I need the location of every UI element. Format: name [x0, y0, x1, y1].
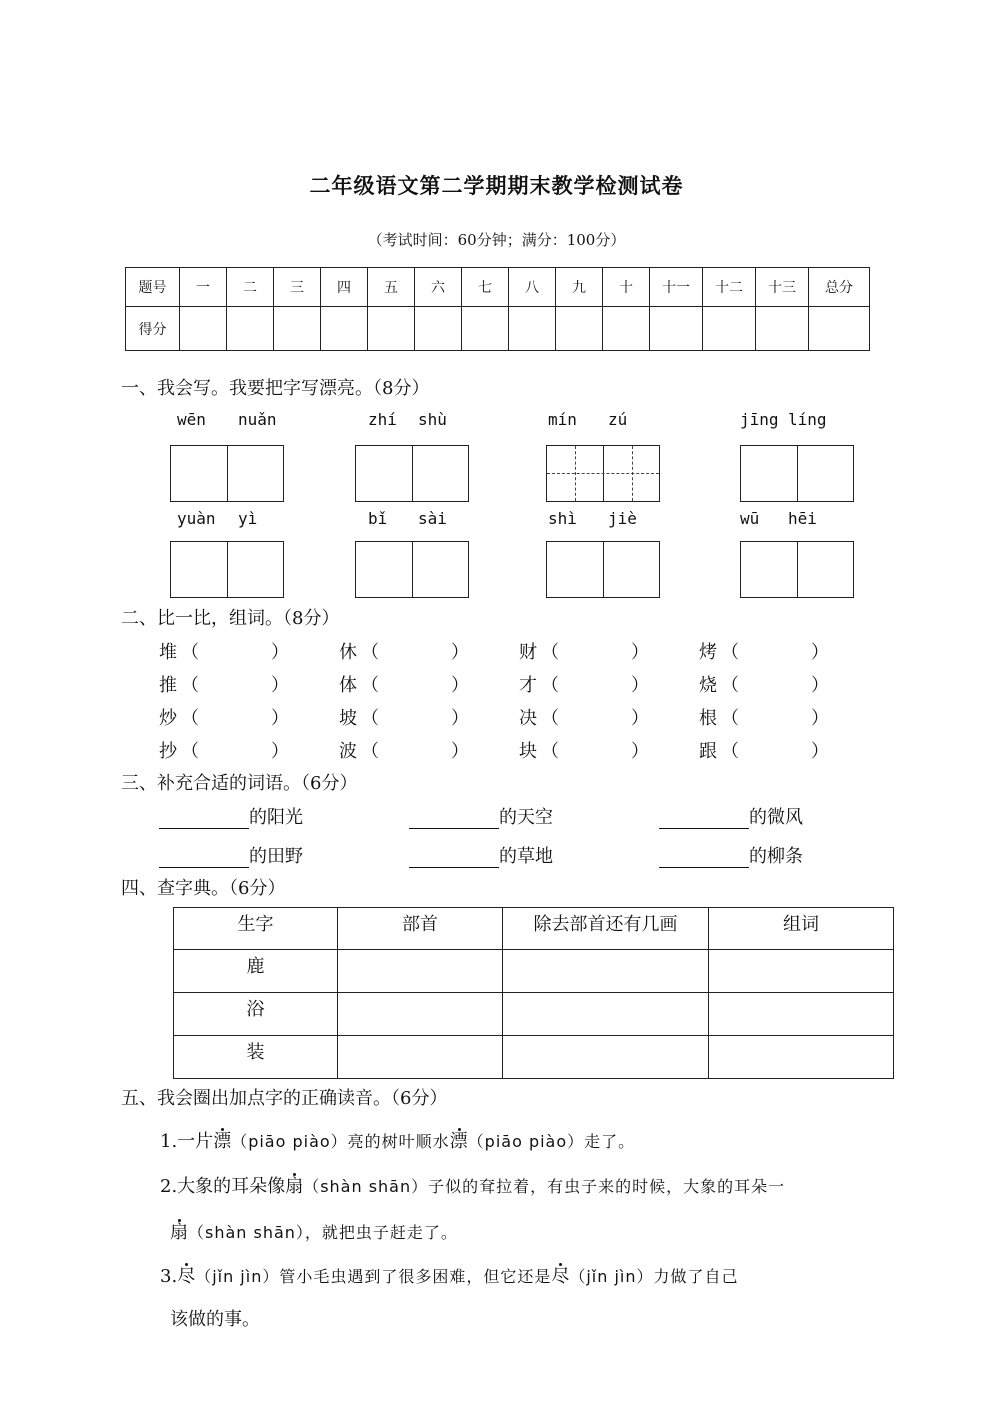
answer-blank[interactable]: [741, 673, 811, 695]
dict-cell[interactable]: [503, 950, 709, 993]
score-cell[interactable]: [556, 307, 603, 351]
section-5-heading: 五、我会圈出加点字的正确读音。（6分）: [121, 1088, 448, 1109]
fill-word-suffix: 的柳条: [749, 846, 803, 867]
answer-blank[interactable]: [381, 706, 451, 728]
dotted-char: 尽: [177, 1266, 196, 1287]
writing-box[interactable]: [740, 541, 854, 598]
open-paren: （: [181, 642, 199, 663]
fill-blank[interactable]: [409, 851, 499, 868]
fill-word-item: [409, 842, 553, 868]
pinyin: jīng: [740, 410, 779, 429]
score-header-cell: 七: [462, 268, 509, 307]
answer-blank[interactable]: [381, 673, 451, 695]
dict-cell[interactable]: [338, 1036, 503, 1079]
dotted-char: 漂: [449, 1131, 468, 1152]
dotted-char: 漂: [213, 1131, 232, 1152]
fill-word-suffix: 的田野: [249, 846, 303, 867]
pinyin: nuǎn: [238, 410, 277, 429]
writing-box[interactable]: [740, 445, 854, 502]
open-paren: （: [361, 741, 379, 762]
close-paren: ）: [811, 675, 829, 696]
score-cell[interactable]: [368, 307, 415, 351]
close-paren: ）: [271, 642, 289, 663]
score-row-label: 得分: [126, 307, 180, 351]
compare-char: 休: [339, 642, 357, 663]
open-paren: （: [361, 675, 379, 696]
close-paren: ）: [811, 708, 829, 729]
answer-blank[interactable]: [741, 706, 811, 728]
fill-blank[interactable]: [159, 812, 249, 829]
pinyin: shì: [548, 509, 577, 528]
score-cell[interactable]: [321, 307, 368, 351]
score-cell[interactable]: [703, 307, 756, 351]
dict-cell[interactable]: [709, 1036, 894, 1079]
question-1: [160, 1127, 635, 1153]
score-table: [125, 267, 870, 351]
fill-word-item: [659, 803, 803, 829]
dict-cell[interactable]: [503, 1036, 709, 1079]
open-paren: （: [361, 708, 379, 729]
close-paren: ）: [631, 708, 649, 729]
pinyin: bǐ: [368, 509, 388, 528]
compare-char: 抄: [159, 741, 177, 762]
dict-cell[interactable]: [503, 993, 709, 1036]
pinyin: yì: [238, 509, 258, 528]
answer-blank[interactable]: [561, 739, 631, 761]
score-header-cell: 十: [603, 268, 650, 307]
dict-cell[interactable]: [709, 993, 894, 1036]
dictionary-table: [173, 907, 894, 1079]
open-paren: （: [541, 708, 559, 729]
open-paren: （: [721, 708, 739, 729]
dict-char: 浴: [174, 993, 338, 1036]
answer-blank[interactable]: [561, 640, 631, 662]
score-cell[interactable]: [756, 307, 809, 351]
dict-cell[interactable]: [709, 950, 894, 993]
pinyin: wēn: [177, 410, 206, 429]
open-paren: （: [721, 741, 739, 762]
fill-word-item: [159, 803, 303, 829]
open-paren: （: [541, 675, 559, 696]
score-header-cell: 三: [274, 268, 321, 307]
score-header-cell: 二: [227, 268, 274, 307]
fill-word-item: [409, 803, 553, 829]
compare-char: 波: [339, 741, 357, 762]
pinyin: hēi: [788, 509, 817, 528]
exam-info: （考试时间：60分钟；满分：100分）: [367, 231, 626, 249]
pinyin: zhí: [368, 410, 397, 429]
score-header-cell: 十三: [756, 268, 809, 307]
open-paren: （: [361, 642, 379, 663]
fill-word-suffix: 的天空: [499, 807, 553, 828]
compare-char: 跟: [699, 741, 717, 762]
compare-char: 根: [699, 708, 717, 729]
score-cell[interactable]: [274, 307, 321, 351]
dotted-char: 扇: [170, 1222, 188, 1243]
dict-header: 除去部首还有几画: [503, 908, 709, 950]
compare-char: 堆: [159, 642, 177, 663]
fill-word-item: [659, 842, 803, 868]
q1-text: 1.一片: [160, 1131, 214, 1152]
open-paren: （: [181, 741, 199, 762]
answer-blank[interactable]: [201, 640, 271, 662]
score-header-cell: 九: [556, 268, 603, 307]
close-paren: ）: [451, 708, 469, 729]
answer-blank[interactable]: [741, 739, 811, 761]
question-3: [160, 1262, 739, 1288]
close-paren: ）: [631, 642, 649, 663]
pinyin: shù: [418, 410, 447, 429]
score-cell[interactable]: [180, 307, 227, 351]
writing-box[interactable]: [170, 541, 284, 598]
pinyin: yuàn: [177, 509, 216, 528]
close-paren: ）: [271, 675, 289, 696]
fill-word-suffix: 的阳光: [249, 807, 303, 828]
answer-blank[interactable]: [201, 739, 271, 761]
writing-box[interactable]: [546, 541, 660, 598]
compare-char: 坡: [339, 708, 357, 729]
compare-char: 块: [519, 741, 537, 762]
score-header-cell: 十二: [703, 268, 756, 307]
dict-header: 生字: [174, 908, 338, 950]
writing-box[interactable]: [170, 445, 284, 502]
writing-box[interactable]: [546, 445, 660, 502]
compare-char: 烧: [699, 675, 717, 696]
section-3-heading: 三、补充合适的词语。（6分）: [121, 773, 358, 794]
score-cell[interactable]: [650, 307, 703, 351]
answer-blank[interactable]: [201, 706, 271, 728]
score-header-cell: 总分: [809, 268, 870, 307]
score-header-cell: 五: [368, 268, 415, 307]
score-header-cell: 一: [180, 268, 227, 307]
close-paren: ）: [271, 708, 289, 729]
q3-text: （jǐn jìn）管小毛虫遇到了很多困难，但它还是: [195, 1267, 552, 1286]
close-paren: ）: [631, 741, 649, 762]
q3-text: 3.: [160, 1266, 178, 1287]
score-header-label: 题号: [126, 268, 180, 307]
section-1-heading: 一、我会写。我要把字写漂亮。（8分）: [121, 378, 430, 399]
pinyin: jiè: [608, 509, 637, 528]
dotted-char: 尽: [551, 1266, 570, 1287]
score-cell[interactable]: [462, 307, 509, 351]
score-header-cell: 十一: [650, 268, 703, 307]
score-header-cell: 八: [509, 268, 556, 307]
score-cell[interactable]: [809, 307, 870, 351]
answer-blank[interactable]: [561, 706, 631, 728]
fill-word-suffix: 的微风: [749, 807, 803, 828]
score-cell[interactable]: [415, 307, 462, 351]
pinyin: sài: [418, 509, 447, 528]
dict-header: 部首: [338, 908, 503, 950]
score-header-cell: 四: [321, 268, 368, 307]
dict-char: 装: [174, 1036, 338, 1079]
fill-blank[interactable]: [659, 812, 749, 829]
q2-text: （shàn shān），就把虫子赶走了。: [188, 1223, 458, 1242]
dict-char: 鹿: [174, 950, 338, 993]
compare-char: 推: [159, 675, 177, 696]
answer-blank[interactable]: [381, 739, 451, 761]
close-paren: ）: [811, 741, 829, 762]
answer-blank[interactable]: [561, 673, 631, 695]
fill-blank[interactable]: [659, 851, 749, 868]
open-paren: （: [541, 642, 559, 663]
close-paren: ）: [811, 642, 829, 663]
close-paren: ）: [631, 675, 649, 696]
pinyin: líng: [788, 410, 827, 429]
compare-char: 烤: [699, 642, 717, 663]
pinyin: mín: [548, 410, 577, 429]
compare-char: 决: [519, 708, 537, 729]
question-3-cont: 该做的事。: [170, 1309, 260, 1330]
dict-cell[interactable]: [338, 950, 503, 993]
q2-text: （shàn shān）子似的耷拉着，有虫子来的时候，大象的耳朵一: [303, 1177, 786, 1196]
writing-box[interactable]: [355, 541, 469, 598]
section-2-heading: 二、比一比，组词。（8分）: [121, 608, 340, 629]
page-title: 二年级语文第二学期期末教学检测试卷: [309, 174, 684, 198]
compare-char: 体: [339, 675, 357, 696]
answer-blank[interactable]: [201, 673, 271, 695]
fill-blank[interactable]: [159, 851, 249, 868]
score-cell[interactable]: [509, 307, 556, 351]
dotted-char: 扇: [285, 1176, 304, 1197]
fill-blank[interactable]: [409, 812, 499, 829]
open-paren: （: [181, 708, 199, 729]
compare-char: 财: [519, 642, 537, 663]
section-4-heading: 四、查字典。（6分）: [121, 878, 286, 899]
open-paren: （: [721, 642, 739, 663]
compare-char: 炒: [159, 708, 177, 729]
open-paren: （: [541, 741, 559, 762]
close-paren: ）: [451, 741, 469, 762]
q2-text: 2.大象的耳朵像: [160, 1176, 286, 1197]
question-2-cont: [170, 1218, 458, 1244]
close-paren: ）: [271, 741, 289, 762]
score-cell[interactable]: [227, 307, 274, 351]
answer-blank[interactable]: [741, 640, 811, 662]
pinyin: zú: [608, 410, 628, 429]
q3-text: （jǐn jìn）力做了自己: [569, 1267, 739, 1286]
answer-blank[interactable]: [381, 640, 451, 662]
dict-cell[interactable]: [338, 993, 503, 1036]
close-paren: ）: [451, 675, 469, 696]
open-paren: （: [181, 675, 199, 696]
open-paren: （: [721, 675, 739, 696]
close-paren: ）: [451, 642, 469, 663]
score-header-cell: 六: [415, 268, 462, 307]
score-cell[interactable]: [603, 307, 650, 351]
fill-word-item: [159, 842, 303, 868]
compare-char: 才: [519, 675, 537, 696]
fill-word-suffix: 的草地: [499, 846, 553, 867]
writing-box[interactable]: [355, 445, 469, 502]
q1-text: （piāo piào）亮的树叶顺水: [231, 1132, 450, 1151]
dict-header: 组词: [709, 908, 894, 950]
question-2: [160, 1172, 785, 1198]
pinyin: wū: [740, 509, 760, 528]
q1-text: （piāo piào）走了。: [467, 1132, 636, 1151]
